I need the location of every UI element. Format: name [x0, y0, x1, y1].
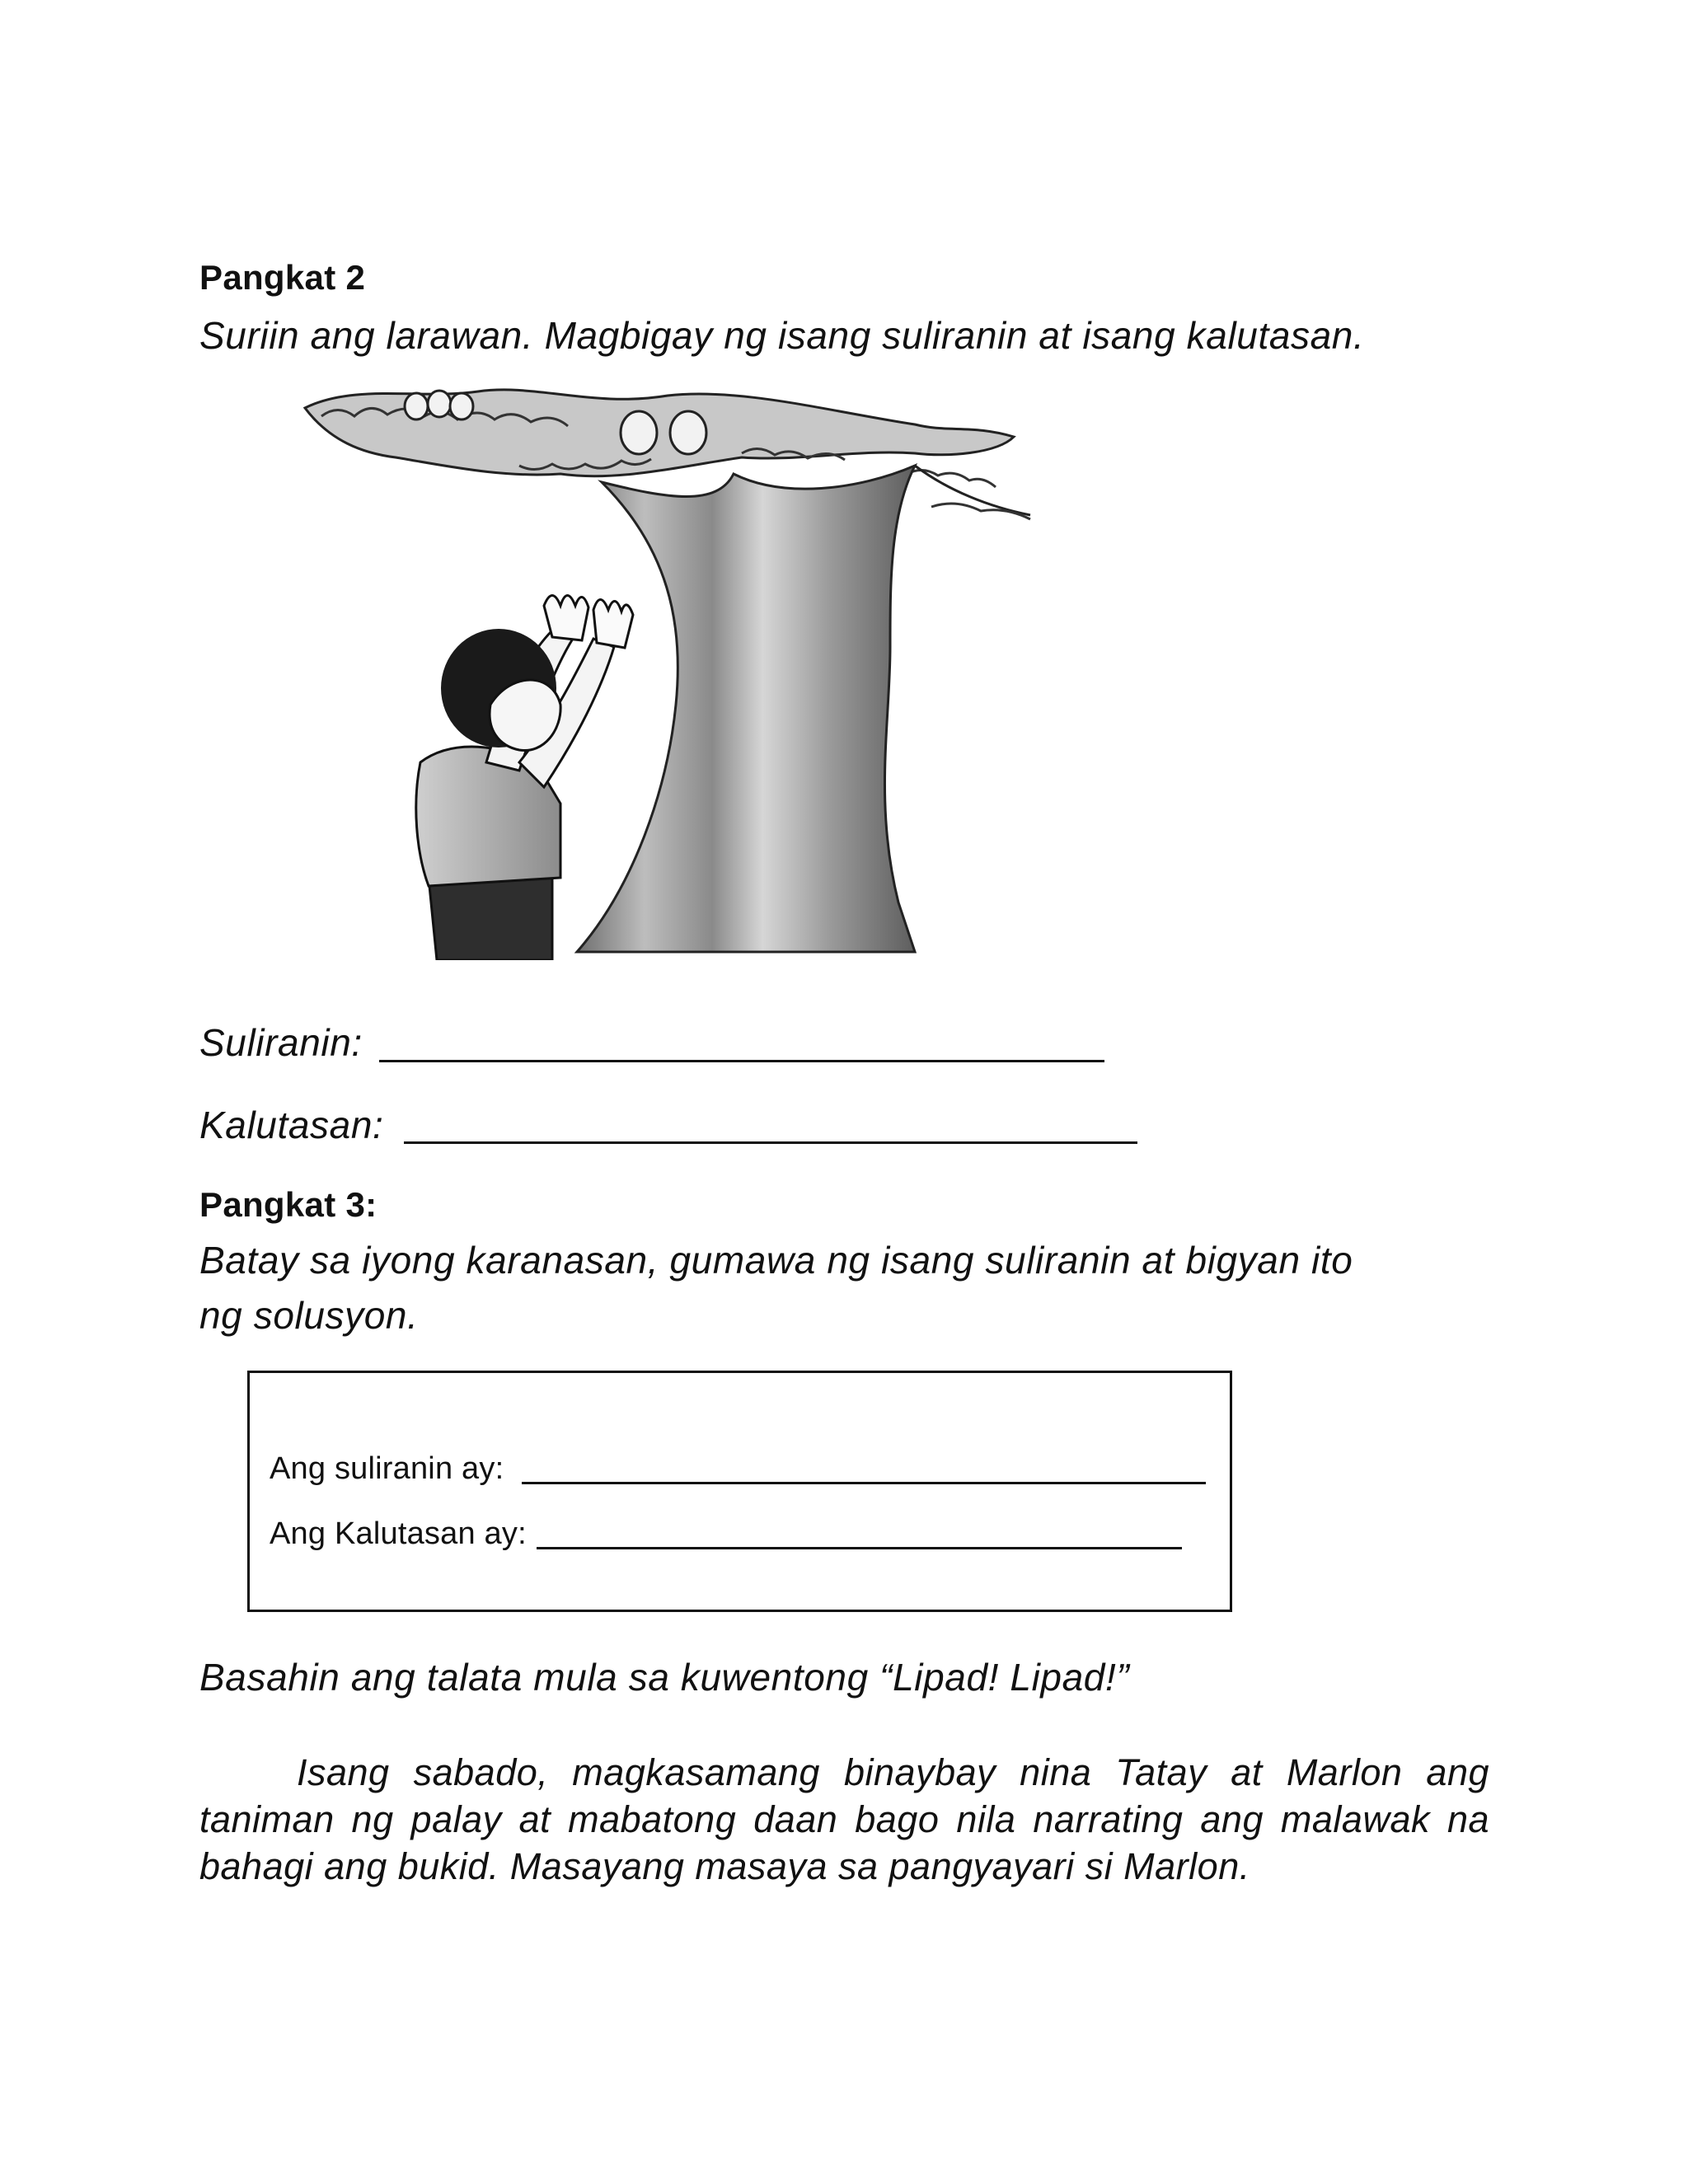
- section-2-heading: Pangkat 2: [199, 258, 366, 297]
- answer-box: [247, 1371, 1232, 1612]
- box-solution-answer-line[interactable]: [537, 1547, 1182, 1549]
- solution-answer-line[interactable]: [404, 1141, 1137, 1144]
- section-2-instruction: Suriin ang larawan. Magbigay ng isang suliranin at isang kalutasan.: [199, 314, 1365, 357]
- tree-trunk: [577, 466, 915, 952]
- boy: [416, 596, 633, 961]
- boy-under-fruit-tree-illustration: [206, 375, 1246, 960]
- solution-label: Kalutasan:: [199, 1104, 384, 1146]
- story-paragraph-text: Isang sabado, magkasamang binaybay nina Tatay at Marlon ang taniman ng palay at mabatong daan bago nila narrating ang malawak na bahagi ang bukid. Masayang masaya sa pangyayari si Marlon.: [199, 1751, 1489, 1887]
- reading-instruction: Basahin ang talata mula sa kuwentong “Lipad! Lipad!”: [199, 1656, 1130, 1699]
- section-3-instruction-line-1: Batay sa iyong karanasan, gumawa ng isang suliranin at bigyan ito: [199, 1239, 1353, 1282]
- problem-answer-line[interactable]: [379, 1060, 1104, 1062]
- section-3-instruction-line-2: ng solusyon.: [199, 1294, 419, 1337]
- box-solution-label: Ang Kalutasan ay:: [270, 1516, 527, 1551]
- story-paragraph: [199, 1749, 1489, 1890]
- box-problem-label: Ang suliranin ay:: [270, 1451, 504, 1486]
- problem-label: Suliranin:: [199, 1021, 363, 1064]
- box-problem-answer-line[interactable]: [522, 1482, 1206, 1484]
- section-3-heading: Pangkat 3:: [199, 1185, 377, 1224]
- illustration: [206, 375, 1246, 960]
